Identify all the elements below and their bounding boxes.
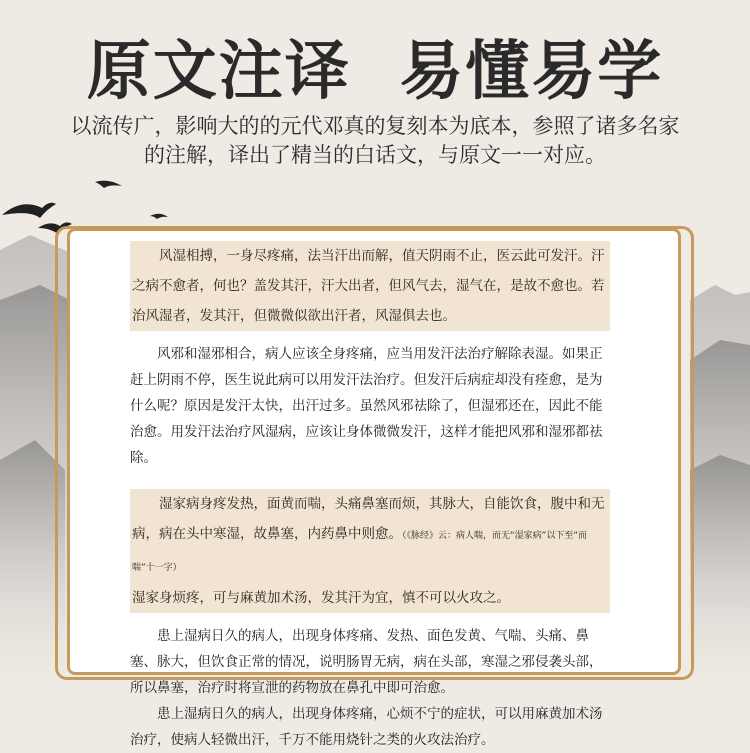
original-block-2 xyxy=(130,489,610,613)
translation-text-3: 患上湿病日久的病人，出现身体疼痛，心烦不宁的症状，可以用麻黄加术汤治疗，使病人轻微出汗，千万不能用烧针之类的火攻法治疗。 xyxy=(130,706,603,748)
original-text-1: 风湿相搏，一身尽疼痛，法当汗出而解，值天阴雨不止，医云此可发汗。汗之病不愈者，何也？盖发其汗，汗大出者，但风气去，湿气在，是故不愈也。若治风湿者，发其汗，但微微似欲出汗者，风湿俱去也。 xyxy=(130,241,610,331)
original-text-2: 湿家病身疼发热，面黄而喘，头痛鼻塞而烦，其脉大，自能饮食，腹中和无病，病在头中寒湿，故鼻塞，内药鼻中则愈。 xyxy=(132,496,605,542)
translation-text-1: 风邪和湿邪相合，病人应该全身疼痛，应当用发汗法治疗解除表湿。如果正赶上阴雨不停，医生说此病可以用发汗法治疗。但发汗后病症却没有痊愈，是为什么呢？原因是发汗太快，出汗过多。虽然风邪祛除了，但湿邪还在，因此不能治愈。用发汗法治疗风湿病，应该让身体微微发汗，这样才能把风邪和湿邪都祛除。 xyxy=(130,346,603,466)
original-note: （《脉经》云：病人喘，而无“湿家病”以下至“而喘”十一字） xyxy=(132,531,587,573)
translation-text-2: 患上湿病日久的病人，出现身体疼痛、发热、面色发黄、气喘、头痛、鼻塞、脉大，但饮食正常的情况，说明肠胃无病，病在头部，寒湿之邪侵袭头部，所以鼻塞，治疗时将宣泄的药物放在鼻孔中即可治愈。 xyxy=(130,628,603,696)
subtitle: 以流传广，影响大的的元代邓真的复刻本为底本，参照了诸多名家的注解，译出了精当的白话文，与原文一一对应。 xyxy=(70,114,680,167)
card-content xyxy=(130,241,610,753)
text-card xyxy=(67,228,681,748)
original-text-3: 湿家身烦疼，可与麻黄加术汤，发其汗为宜，慎不可以火攻之。 xyxy=(132,590,510,606)
headline: 原文注译 易懂易学 xyxy=(86,35,664,109)
